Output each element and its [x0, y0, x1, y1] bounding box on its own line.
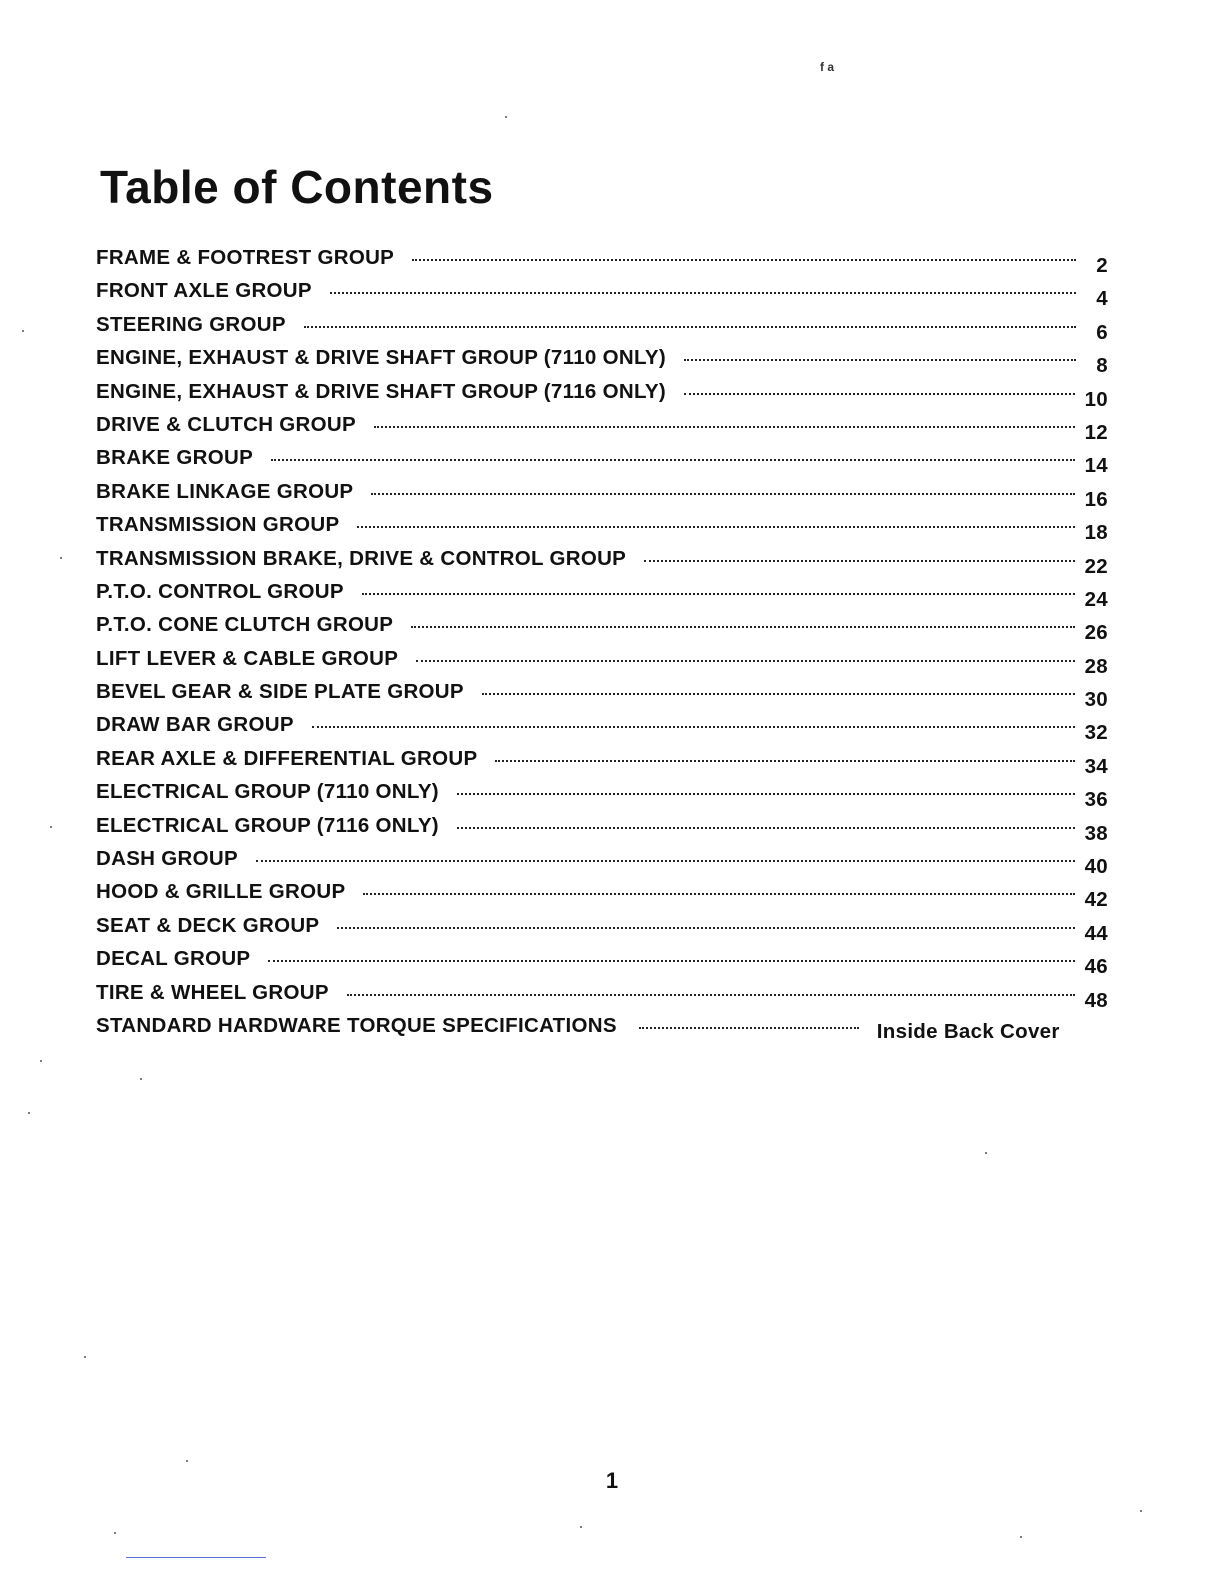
- dot-leader: [357, 526, 1074, 528]
- dot-leader: [416, 660, 1074, 662]
- dot-leader: [330, 292, 1076, 294]
- toc-entry: [96, 647, 1108, 680]
- scan-speck: [580, 1526, 582, 1528]
- toc-entry-label: DECAL GROUP: [96, 947, 251, 971]
- toc-entry-page: 18: [1084, 521, 1108, 545]
- dot-leader: [411, 626, 1074, 628]
- scan-speck: [28, 1112, 30, 1114]
- dot-leader: [347, 994, 1075, 996]
- toc-entry: [96, 713, 1108, 746]
- toc-entry: [96, 613, 1108, 646]
- toc-entry-label: STEERING GROUP: [96, 312, 286, 336]
- page-number: 1: [605, 1468, 619, 1493]
- toc-entry-page: 48: [1084, 988, 1108, 1012]
- scan-speck: [114, 1532, 116, 1534]
- toc-entry-page: 46: [1084, 955, 1108, 979]
- toc-entry-page: 24: [1084, 587, 1108, 611]
- toc-entry: [96, 313, 1108, 346]
- dot-leader: [363, 893, 1074, 895]
- toc-entry-label: DASH GROUP: [96, 847, 238, 871]
- scan-speck: [1140, 1510, 1142, 1512]
- toc-entry-page: 14: [1084, 454, 1108, 478]
- toc-entry-page: Inside Back Cover: [876, 1019, 1060, 1043]
- toc-entry: [96, 246, 1108, 279]
- toc-entry-label: TRANSMISSION BRAKE, DRIVE & CONTROL GROUP: [96, 546, 627, 570]
- dot-leader: [304, 326, 1076, 328]
- toc-entry-page: 22: [1084, 554, 1108, 578]
- toc-entry-label: ENGINE, EXHAUST & DRIVE SHAFT GROUP (7110 ONLY): [96, 346, 666, 370]
- scan-speck: [1020, 1536, 1022, 1538]
- dot-leader: [684, 359, 1076, 361]
- toc-entry-label: HOOD & GRILLE GROUP: [96, 880, 346, 904]
- toc-entry-label: BEVEL GEAR & SIDE PLATE GROUP: [96, 680, 464, 704]
- dot-leader: [644, 560, 1074, 562]
- dot-leader: [457, 793, 1075, 795]
- toc-entry-label: ELECTRICAL GROUP (7110 ONLY): [96, 780, 439, 804]
- scan-speck: [84, 1356, 86, 1358]
- toc-entry-page: 10: [1084, 387, 1108, 411]
- table-of-contents: [96, 246, 1108, 1047]
- dot-leader: [412, 259, 1076, 261]
- dot-leader: [482, 693, 1075, 695]
- dot-leader: [457, 827, 1075, 829]
- toc-entry-label: TIRE & WHEEL GROUP: [96, 980, 329, 1004]
- toc-entry-label: STANDARD HARDWARE TORQUE SPECIFICATIONS: [96, 1013, 617, 1037]
- toc-entry-page: 12: [1084, 420, 1108, 444]
- scan-speck: [985, 1152, 987, 1154]
- scan-speck: [505, 116, 507, 118]
- scan-speck: [22, 330, 24, 332]
- dot-leader: [684, 393, 1075, 395]
- toc-entry: [96, 814, 1108, 847]
- toc-entry: [96, 413, 1108, 446]
- toc-entry: [96, 446, 1108, 479]
- toc-entry-page: 42: [1084, 888, 1108, 912]
- toc-entry-page: 44: [1084, 921, 1108, 945]
- dot-leader: [268, 960, 1074, 962]
- toc-entry-label: P.T.O. CONE CLUTCH GROUP: [96, 613, 394, 637]
- toc-entry: [96, 880, 1108, 913]
- toc-entry-label: FRAME & FOOTREST GROUP: [96, 246, 395, 269]
- dot-leader: [362, 593, 1075, 595]
- toc-entry-page: 30: [1084, 688, 1108, 712]
- footer-rule: [126, 1557, 266, 1558]
- toc-entry-label: DRAW BAR GROUP: [96, 713, 294, 737]
- toc-entry-page: 26: [1084, 621, 1108, 645]
- dot-leader: [271, 459, 1075, 461]
- corner-mark: f a: [820, 60, 835, 74]
- toc-entry: [96, 380, 1108, 413]
- toc-entry-label: REAR AXLE & DIFFERENTIAL GROUP: [96, 746, 478, 770]
- toc-entry: [96, 279, 1108, 312]
- toc-entry-page: 8: [1096, 354, 1108, 378]
- toc-entry: [96, 513, 1108, 546]
- toc-entry: [96, 1014, 1108, 1047]
- toc-entry: [96, 780, 1108, 813]
- page-title: Table of Contents: [100, 161, 494, 213]
- dot-leader: [495, 760, 1074, 762]
- toc-entry-label: TRANSMISSION GROUP: [96, 513, 340, 537]
- toc-entry-page: 36: [1084, 788, 1108, 812]
- dot-leader: [312, 726, 1075, 728]
- toc-entry-page: 6: [1096, 320, 1108, 344]
- dot-leader: [374, 426, 1075, 428]
- toc-entry-label: ELECTRICAL GROUP (7116 ONLY): [96, 813, 439, 837]
- scan-speck: [140, 1078, 142, 1080]
- toc-entry: [96, 346, 1108, 379]
- toc-entry: [96, 847, 1108, 880]
- toc-entry: [96, 914, 1108, 947]
- scan-speck: [60, 557, 62, 559]
- toc-entry: [96, 580, 1108, 613]
- toc-entry-label: BRAKE GROUP: [96, 446, 254, 470]
- toc-entry: [96, 480, 1108, 513]
- toc-entry-page: 32: [1084, 721, 1108, 745]
- toc-entry-page: 28: [1084, 654, 1108, 678]
- toc-entry-page: 34: [1084, 754, 1108, 778]
- toc-entry-label: ENGINE, EXHAUST & DRIVE SHAFT GROUP (7116 ONLY): [96, 379, 666, 403]
- dot-leader: [256, 860, 1075, 862]
- toc-entry: [96, 547, 1108, 580]
- dot-leader: [371, 493, 1074, 495]
- toc-entry-page: 4: [1096, 287, 1108, 311]
- toc-entry-label: DRIVE & CLUTCH GROUP: [96, 412, 356, 436]
- toc-entry-page: 38: [1084, 821, 1108, 845]
- dot-leader: [337, 927, 1074, 929]
- toc-entry-page: 2: [1096, 254, 1108, 277]
- scan-speck: [186, 1460, 188, 1462]
- toc-entry-page: 16: [1084, 487, 1108, 511]
- toc-entry-page: 40: [1084, 855, 1108, 879]
- toc-entry: [96, 747, 1108, 780]
- toc-entry-label: P.T.O. CONTROL GROUP: [96, 579, 344, 603]
- toc-entry: [96, 680, 1108, 713]
- toc-entry: [96, 981, 1108, 1014]
- toc-entry: [96, 947, 1108, 980]
- toc-entry-label: BRAKE LINKAGE GROUP: [96, 479, 354, 503]
- toc-entry-label: LIFT LEVER & CABLE GROUP: [96, 646, 399, 670]
- toc-entry-label: FRONT AXLE GROUP: [96, 279, 312, 303]
- toc-entry-label: SEAT & DECK GROUP: [96, 913, 320, 937]
- dot-leader: [639, 1027, 859, 1029]
- scan-speck: [40, 1060, 42, 1062]
- scan-speck: [50, 826, 52, 828]
